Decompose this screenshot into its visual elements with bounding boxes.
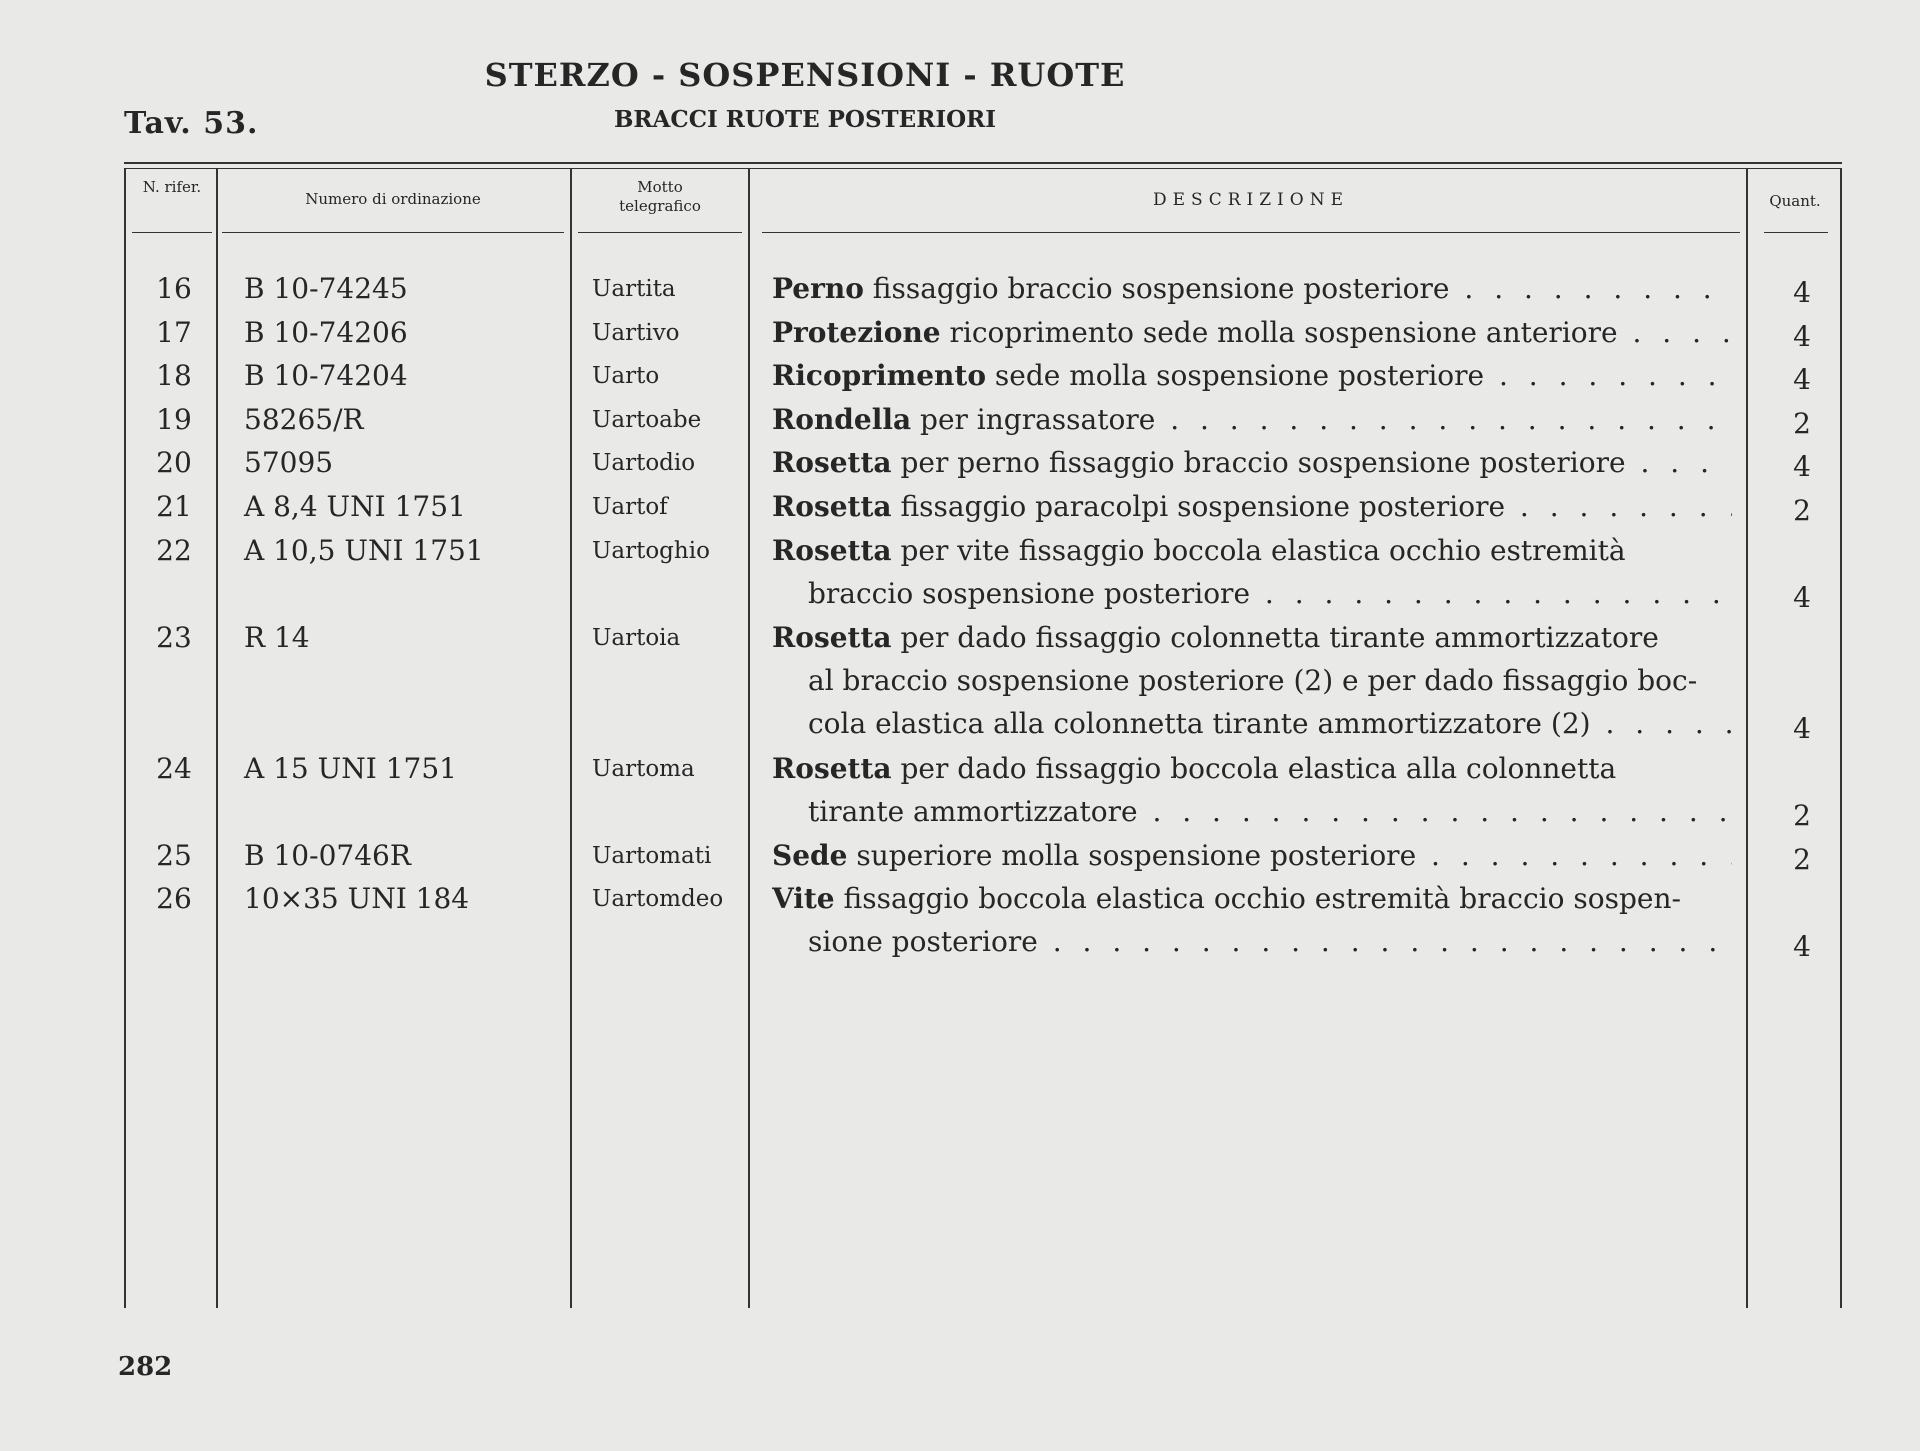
description-text: al braccio sospensione posteriore (2) e per dado fissaggio boc-: [808, 663, 1698, 697]
header-description: DESCRIZIONE: [1153, 190, 1349, 210]
telegraph-code: Uartita: [592, 276, 676, 302]
page-title: STERZO - SOSPENSIONI - RUOTE: [484, 56, 1126, 94]
description-line: [772, 791, 1732, 834]
description-text: tirante ammortizzatore: [808, 794, 1138, 828]
description: [772, 442, 1732, 485]
page-number: 282: [118, 1352, 173, 1382]
header-ref: N. rifer.: [142, 178, 202, 196]
ref-number: 26: [156, 882, 192, 916]
part-name: Sede: [772, 838, 848, 872]
description: [772, 486, 1732, 529]
telegraph-code: Uartoma: [592, 755, 695, 782]
quantity: 4: [1793, 711, 1811, 745]
description-line: [772, 355, 1732, 398]
telegraph-code: Uartoabe: [592, 406, 702, 433]
description-text: per ingrassatore: [911, 402, 1156, 436]
quantity: 2: [1793, 799, 1811, 833]
description: [772, 355, 1732, 398]
telegraph-code: Uartivo: [592, 319, 680, 346]
description-line: [772, 748, 1732, 791]
telegraph-code: Uarto: [592, 363, 660, 390]
description-line: [772, 399, 1732, 442]
part-name: Rosetta: [772, 490, 892, 523]
part-name: Rosetta: [772, 446, 892, 480]
description: [772, 312, 1732, 355]
description: [772, 268, 1732, 311]
description-line: [772, 530, 1732, 573]
quantity: 2: [1793, 494, 1811, 527]
description-text: superiore molla sospensione posteriore: [847, 838, 1417, 872]
ref-number: 16: [156, 272, 192, 305]
order-number: 57095: [244, 446, 334, 480]
description-line: [772, 268, 1732, 311]
quantity: 4: [1793, 319, 1811, 353]
description-text: sede molla sospensione posteriore: [986, 359, 1485, 393]
header-underline: [132, 232, 212, 233]
description: [772, 878, 1732, 964]
header-quantity: Quant.: [1769, 192, 1821, 210]
part-name: Ricoprimento: [772, 359, 987, 393]
quantity: 4: [1793, 581, 1811, 615]
table-label: Tav. 53.: [124, 106, 259, 141]
page-subtitle: BRACCI RUOTE POSTERIORI: [613, 106, 996, 133]
order-number: A 10,5 UNI 1751: [244, 533, 484, 567]
description-line: [772, 617, 1732, 660]
order-number: B 10-74204: [244, 359, 408, 393]
order-number: A 15 UNI 1751: [244, 751, 457, 785]
description: [772, 617, 1732, 746]
top-rule: [124, 162, 1842, 164]
description-line: [772, 835, 1732, 878]
part-name: Rosetta: [772, 751, 892, 785]
order-number: 58265/R: [244, 402, 364, 436]
description: [772, 748, 1732, 834]
part-name: Rondella: [772, 402, 912, 436]
ref-number: 21: [156, 490, 192, 523]
telegraph-code: Uartomati: [592, 842, 712, 869]
header-underline: [578, 232, 742, 233]
description-text: fissaggio paracolpi sospensione posteriore: [891, 490, 1506, 523]
header-telegraph: Motto telegrafico: [619, 178, 701, 215]
description-text: per perno fissaggio braccio sospensione posteriore: [891, 446, 1626, 480]
description: [772, 399, 1732, 442]
description-line: [772, 703, 1732, 746]
order-number: B 10-74245: [244, 272, 408, 305]
telegraph-code: Uartomdeo: [592, 886, 724, 913]
description-line: [772, 660, 1732, 703]
description-text: per dado fissaggio boccola elastica alla colonnetta: [891, 751, 1617, 785]
header-underline: [762, 232, 1740, 233]
part-name: Rosetta: [772, 533, 892, 567]
quantity: 2: [1793, 842, 1811, 876]
ref-number: 17: [156, 315, 192, 349]
telegraph-code: Uartoia: [592, 624, 681, 651]
order-number: B 10-0746R: [244, 838, 411, 872]
description-text: braccio sospensione posteriore: [808, 576, 1251, 610]
description-text: per dado fissaggio colonnetta tirante ammortizzatore: [891, 620, 1659, 654]
quantity: 2: [1793, 406, 1811, 440]
order-number: B 10-74206: [244, 315, 408, 349]
description-text: ricoprimento sede molla sospensione anteriore: [940, 315, 1618, 349]
description-line: [772, 312, 1732, 355]
ref-number: 22: [156, 533, 192, 567]
quantity: 4: [1793, 363, 1811, 397]
ref-number: 20: [156, 446, 192, 480]
column-divider: [748, 168, 750, 1308]
description-text: fissaggio braccio sospensione posteriore: [863, 272, 1450, 305]
order-number: R 14: [244, 620, 310, 654]
part-name: Rosetta: [772, 620, 892, 654]
top-rule-inner: [124, 168, 1842, 169]
quantity: 4: [1793, 929, 1811, 963]
description-text: per vite fissaggio boccola elastica occhio estremità: [891, 533, 1626, 567]
order-number: 10×35 UNI 184: [244, 882, 470, 916]
description-text: sione posteriore: [808, 925, 1038, 959]
column-divider: [570, 168, 572, 1308]
order-number: A 8,4 UNI 1751: [244, 490, 466, 523]
description-line: [772, 573, 1732, 616]
telegraph-code: Uartoghio: [592, 537, 710, 564]
description-line: [772, 442, 1732, 485]
description-text: cola elastica alla colonnetta tirante ammortizzatore (2): [808, 706, 1591, 740]
ref-number: 18: [156, 359, 192, 393]
quantity: 4: [1793, 450, 1811, 484]
part-name: Protezione: [772, 315, 941, 349]
telegraph-code: Uartodio: [592, 450, 696, 477]
description-line: [772, 921, 1732, 964]
description-text: fissaggio boccola elastica occhio estremità braccio sospen-: [834, 882, 1681, 916]
description-line: [772, 486, 1732, 529]
part-name: Perno: [772, 272, 864, 305]
description-line: [772, 878, 1732, 921]
ref-number: 23: [156, 620, 192, 654]
quantity: 4: [1793, 276, 1811, 309]
description: [772, 530, 1732, 616]
header-underline: [222, 232, 564, 233]
header-underline: [1764, 232, 1828, 233]
header-order-number: Numero di ordinazione: [305, 190, 481, 208]
ref-number: 25: [156, 838, 192, 872]
ref-number: 24: [156, 751, 192, 785]
telegraph-code: Uartof: [592, 494, 668, 520]
part-name: Vite: [772, 882, 835, 916]
column-divider: [1746, 168, 1748, 1308]
description: [772, 835, 1732, 878]
ref-number: 19: [156, 402, 192, 436]
